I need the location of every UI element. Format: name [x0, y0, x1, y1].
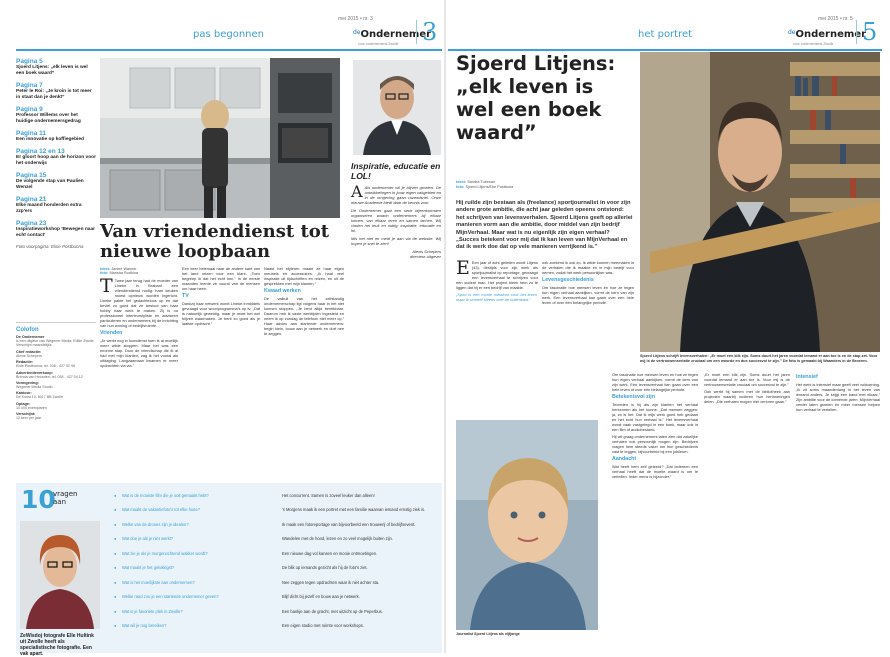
article-column-4: „Er moet een klik zijn. Soms duurt het jaren voordat iemand er aan toe is. Voor mij is de vertrouwensrelatie cruciaal om succesvol te zijn.” Ook werkt hij samen met de bibliotheek aan projecten waarbij ouderen hun herinneringen delen. „Die verhalen mogen niet verloren gaan.”: [704, 372, 790, 404]
toc-item[interactable]: Pagina 15 De volgende stap van Paulien Wenzel: [16, 172, 84, 190]
masthead-logo: $^{de}$Ondernemer: [353, 29, 432, 40]
photographer-caption: ZeWisdoj fotografe Elle Hultink uit Zwolle heeft als specialistische fotografie. Een vak apart.: [20, 633, 94, 657]
colofon-item: De Ondernemer is een uitgave van Wegener Media; Editie Zwolle. Verschijnt maandelijks.: [16, 335, 95, 348]
toc-item[interactable]: Pagina 11 Een innovatie op koffiegebied: [16, 130, 84, 142]
question-row: ● Wat wil je nog bereiken? Een eigen studio met ruimte voor workshops.: [114, 619, 432, 634]
colofon-item: Vormgeving: Wegener Media Studio: [16, 381, 53, 390]
toc-item[interactable]: Pagina 5 Sjoerd Litjens: „elk leven is wel een boek waard”: [16, 58, 88, 76]
issue-date: mei 2015 • nr. 3: [338, 16, 373, 22]
page-number: 5: [856, 20, 877, 44]
header-rule: [16, 49, 442, 51]
article-column-1: E Een jaar of acht geleden wordt Litjens (43), destijds voor zijn werk als sportjournalist op reportage, gevraagd een levensverhaal te schrijven voor een oudere man. Het project bleek hem zo te liggen dat hij er een bedrijf van maakte. „Sport is een mooie metafoor voor het leven, maar ik schreef steeds over de buitenkant.”: [456, 257, 538, 302]
section-title: het portret: [638, 29, 693, 40]
header-rule: [448, 49, 882, 51]
colofon-item: Oplage: 10.000 exemplaren: [16, 401, 47, 410]
question-row: ● Wat doe je als je niet werkt? Wandelen met de hond, lezen en zo veel mogelijk buiten zijn.: [114, 532, 432, 547]
right-page: [448, 0, 882, 653]
masthead-logo: $^{de}$Ondernemer: [788, 29, 867, 40]
main-photo-caption: Sjoerd Litjens schrijft levensverhalen: „Er moet een klik zijn. Soms duurt het jaren voordat iemand er aan toe is en de stap zet. Voor mij is de vertrouwensrelatie cruciaal om een woorde en dus succesvol te zijn.” De foto is gemaakt bij Waanders in de Broeren.: [640, 354, 878, 363]
toc-item[interactable]: Pagina 9 Professor Willems over het huidige ondernemersgedrag: [16, 106, 81, 124]
article-column-3: Naast het styleren maakt ze haar eigen meubels en accessoires. „Ik haal veel inspiratie uit tijdschriften en reizen, en uit de gesprekken met mijn klanten.” Kwaad werken De valkuil van het zelfstandig ondernemerschap ligt volgens haar in het niet kunnen stoppen. „Je bent altijd bereikbaar. Daarom heb ik vaste werktijden ingesteld en neem ik op zondag de telefoon niet meer op.” Haar advies aan startende ondernemers: begin klein, bouw aan je netwerk en durf nee te zeggen.: [264, 266, 344, 336]
question-row: ● Wat maakt de vakantiefoto's tot elke foute? 's Morgens maak ik een portret met een familie waarvan iemand ernstig ziek is.: [114, 503, 432, 518]
masthead-subtitle: voor ondernemend Zwolle: [793, 42, 834, 46]
toc-item[interactable]: Pagina 7 Peter le Roi: „Je kroin is tot meer in staat dan je denkt”: [16, 82, 92, 100]
toc-item[interactable]: Pagina 21 Elke maand honderden extra zzp'ers: [16, 196, 82, 214]
article-headline: Sjoerd Litjens: „elk leven is wel een boek waard”: [456, 52, 616, 144]
colofon-heading: Colofon: [16, 327, 39, 333]
article-headline: Van vriendendienst tot nieuwe loopbaan: [100, 221, 330, 262]
page-number: 3: [416, 20, 437, 44]
toc-item[interactable]: Pagina 23 Inspiratieworkshop 'Bewegen naar echt contact': [16, 220, 95, 238]
ten-questions-box: [16, 483, 442, 657]
colofon-item: Verschijnt: 12 keer per jaar: [16, 412, 42, 421]
photographer-portrait-photo: [20, 521, 100, 629]
page-spread-divider: [444, 0, 446, 653]
opinion-column: Inspiratie, educatie en LOL! A Als ondernemer wil je blijven groeien. De ontwikkelingen in jouw eigen vakgebied en in de omgeving gaan razendsnel. Onze nieuwe Academie biedt daar de kennis voor. De Ondernemer gaat een serie bijeenkomsten organiseren waarin ondernemers bij elkaar komen, van elkaar leren en samen lachen. Wij vinden het leuk en nuttig: inspiratie, educatie en lol. Mis het niet en meld je aan via de website. Wij hopen je snel te zien! Alexis Schepers directeur-uitgever: [351, 161, 441, 259]
article-lead: Hij ruilde zijn bestaan als (freelance) sportjournalist in voor zijn andere grote ambitie, die acht jaar geleden opeens ontstond: het schrijven van levensverhalen. Sjoerd Litjens geeft op allerlei manieren vorm aan die ambitie, door middel van zijn bedrijf MijnVerhaal. Maar wat is nu eigenlijk zijn eigen verhaal? „Succes betekent voor mij dat ik kan leven van MijnVerhaal en dat ik werk doe dat op vele manieren verrijkend is.”: [456, 200, 633, 251]
main-portrait-photo: [640, 52, 880, 352]
kitchen-photo: [100, 58, 340, 218]
colofon-item: Advertentieverkoop: Brenda van Heusden; tel. 038 - 427 04 12: [16, 370, 83, 379]
drop-cap: E: [456, 257, 470, 279]
masthead-subtitle: voor ondernemend Zwolle: [358, 42, 399, 46]
question-row: ● Wat is het moeilijkste aan ondernemen? Nee zeggen tegen opdrachten waar ik niet achter sta.: [114, 575, 432, 590]
drop-cap: T: [100, 275, 113, 297]
question-row: ● Wat is de mooiste film die je ooit gemaakt hebt? Het concurrent. Samen is zoveel leuker dan alleen!: [114, 488, 432, 503]
left-page: [8, 0, 442, 657]
section-title: pas begonnen: [193, 29, 264, 40]
article-column-3: Om fascinatie hoe mensen leven en hoe ze tegen hun eigen verhaal aankijken, vormt de kern van zijn werk. Een levensverhaal kan gaan over een hele leven of over één belangrijke periode. Betekenisvol zijn Tevreden is hij als zijn klanten het verhaal herkennen als het hunne. „Dat mensen zeggen: ja, zo is het. Dat ik mijn werk goed heb gedaan en het echt hun verhaal is.” Het levensverhaal wordt vaak vastgelegd in een boek, maar ook in een film of audiobestand. Hij wil graag ondernemers laten zien dat zakelijke verhalen ook persoonlijk mogen zijn. Bedrijven vragen hem steeds vaker om hun geschiedenis vast te leggen, bijvoorbeeld bij een jubileum. Aandacht Wat heeft hem zelf geleerd? „Dat iedereen een verhaal heeft dat de moeite waard is om te vertellen. Ieder mens is bijzonder.”: [612, 372, 698, 479]
article-column-2: Een keer helemaal naar de andere kant van het land reizen voor een klant. „Toen begreep ik dat het echt kon.” In de eerste maanden leerde ze vooral van de mensen om haar heen. TV Dankzij haar netwerk wordt Lineke inmiddels gevraagd voor woonprogramma's op tv. „Dat is natuurlijk geweldig, maar je moet het wel blijven waarmaken. Je bent zo goed als je laatste opdracht.”: [182, 266, 260, 326]
question-row: ● Wat is je favoriete plek in Zwolle? Een bankje aan de gracht, met uitzicht op de Peperbus.: [114, 604, 432, 619]
question-row: ● Wat maakt je het gelukkigst? De blik op iemands gezicht als hij de foto's ziet.: [114, 561, 432, 576]
colofon: [16, 322, 96, 423]
colofon-item: Kantoor: De Kunst 10, 8017 BB Zwolle: [16, 391, 63, 400]
question-row: ● Welke raad zou je een startende ondernemer geven? Blijf dicht bij jezelf en bouw aan je netwerk.: [114, 590, 432, 605]
article-byline: tekst: Janine Wanner foto: Marisha Rodkina: [100, 267, 138, 275]
issue-date: mei 2015 • nr. 5: [818, 16, 853, 22]
colofon-item: Chef redactie: Alexis Schepers: [16, 349, 42, 358]
cover-photo-credit: Foto voorpagina: Elsie Postbunna: [16, 244, 84, 249]
article-column-2: ook zoekend ik ook zo. Ik wilde kunnen meemaken in de verhalen die ik maakte en in mijn bedrijf voor nemen, zodat het werk persoonlijker was. Levensgeschiedenis Om fascinatie hoe mensen leven en hoe ze tegen hun eigen verhaal aankijken, vormt de kern van zijn werk. Een levensverhaal kan gaan over een hele leven of over één belangrijke periode.: [542, 260, 634, 305]
table-of-contents: [16, 58, 96, 249]
question-row: ● Welke van de drones zijn je idealen? Ik maak een fotoreportage van bijvoorbeeld een trouwerij of bedrijfsevent.: [114, 517, 432, 532]
article-byline: tekst: Sandra Tuinman foto: Sjoerd Litjens/Eke Postbuna: [456, 180, 514, 189]
colofon-item: Redactie: Elsie Postbunna; tel. 038 - 427 92 96: [16, 360, 75, 369]
author-portrait-photo: [353, 60, 441, 155]
article-column-1: T Twee jaar terug had de moeder van Lineke in Brabant een vriendendienst nodig: haar keuken moest opnieuw worden ingericht. Lineke pakte het gedachteloos op en dat beviel zo goed dat ze besloot van haar hobby haar werk te maken. Zij is nu professioneel interieurstyliste en adviseert particulieren en ondernemers bij de inrichting van hun woning of bedrijfsruimte. Vrienden „Je werkt nog in loondienst toen ik al moeilijk meer wilde stoppen. Maar het was een enorme stap. Door de vriendschap die ik al had met mijn klanten, zag ik het vooral als uitdaging. Langzaamaan kwamen er meer opdrachten via via.”: [100, 275, 178, 368]
childhood-photo: [456, 420, 598, 630]
childhood-photo-caption: Journalist Sjoerd Litjens als vijfjarige: [456, 632, 520, 636]
question-row: ● Wat zie je als je morgenochtend wakker wordt? Een nieuwe dag vol kansen en mooie ontmoetingen.: [114, 546, 432, 561]
toc-item[interactable]: Pagina 12 en 13 Er gloort hoop aan de horizon voor het onderwijs: [16, 148, 96, 166]
article-column-5: Intensief Het werk is intensief maar geeft veel voldoening. „Ik zit soms maandenlang in het leven van iemand anders. Je krijgt een band met elkaar.” Zijn ambitie voor de komende jaren: MijnVerhaal verder laten groeien en meer mensen helpen hun verhaal te vertellen.: [796, 374, 880, 412]
ten-questions-badge: 10 vragen aan: [21, 485, 78, 514]
questions-list: [114, 488, 432, 633]
